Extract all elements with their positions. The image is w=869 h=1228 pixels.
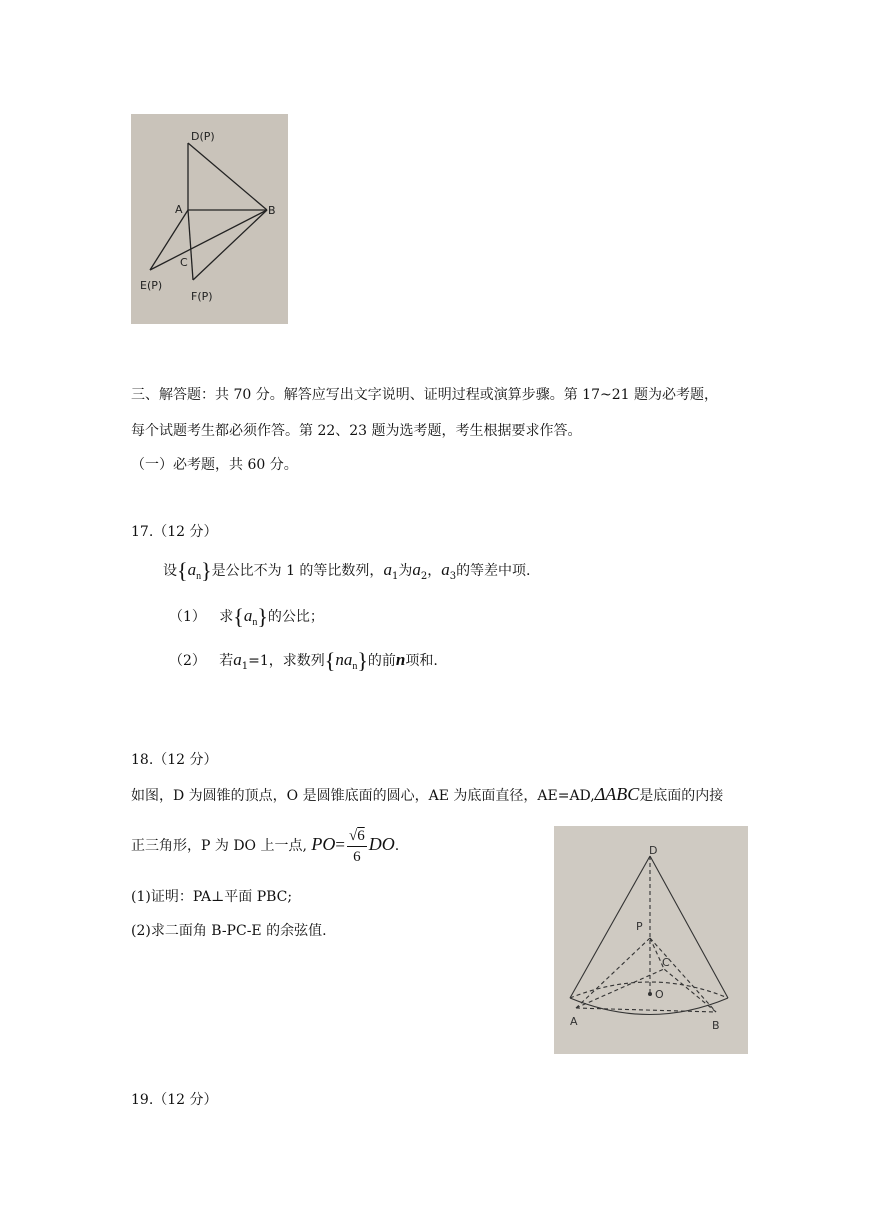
cone-label-o: O bbox=[655, 988, 664, 1001]
q18-line2: 正三角形，P 为 DO 上一点, PO= $\frac{√6}{6}$ DO. bbox=[131, 827, 400, 865]
figure-fold-diagram bbox=[131, 114, 288, 324]
cone-drawing bbox=[554, 826, 748, 1054]
q17-part2: （2） 若$a_1=1$，求数列$\{na_n\}$的前n项和. bbox=[169, 648, 438, 673]
cone-label-a: A bbox=[570, 1015, 578, 1028]
section3-line3: （一）必考题，共 60 分。 bbox=[131, 457, 298, 473]
q19-header: 19.（12 分） bbox=[131, 1092, 218, 1108]
q18-header: 18.（12 分） bbox=[131, 752, 218, 768]
q18-line1: 如图，D 为圆锥的顶点，O 是圆锥底面的圆心，AE 为底面直径，AE=AD,ΔABC是底面的内接 bbox=[131, 784, 724, 804]
label-f: F(P) bbox=[191, 290, 213, 303]
fraction-sqrt6-over-6: $\frac{√6}{6}$ bbox=[348, 827, 365, 865]
fold-diagram-drawing bbox=[131, 114, 288, 324]
q18-part1: (1)证明：PA⊥平面 PBC; bbox=[131, 889, 293, 905]
cone-label-b: B bbox=[712, 1019, 720, 1032]
label-d: D(P) bbox=[191, 130, 215, 143]
figure-cone-diagram bbox=[554, 826, 748, 1054]
cone-label-c: C bbox=[662, 956, 670, 969]
section3-line2: 每个试题考生都必须作答。第 22、23 题为选考题，考生根据要求作答。 bbox=[131, 423, 582, 439]
q17-part1: （1） 求$\{a_n\}$的公比； bbox=[169, 604, 324, 629]
q18-part2: (2)求二面角 B-PC-E 的余弦值. bbox=[131, 923, 327, 939]
label-e: E(P) bbox=[140, 279, 163, 292]
cone-label-p: P bbox=[636, 920, 643, 933]
label-a: A bbox=[175, 203, 183, 216]
label-b: B bbox=[268, 204, 276, 217]
label-c: C bbox=[180, 256, 188, 269]
q17-header: 17.（12 分） bbox=[131, 524, 218, 540]
q17-stem: 设$\{a_n\}$是公比不为 1 的等比数列，$a_1$为$a_2$，$a_3$的等差中项. bbox=[163, 558, 531, 583]
cone-label-d: D bbox=[649, 844, 658, 857]
section3-line1: 三、解答题：共 70 分。解答应写出文字说明、证明过程或演算步骤。第 17~21 题为必考题， bbox=[131, 387, 718, 403]
